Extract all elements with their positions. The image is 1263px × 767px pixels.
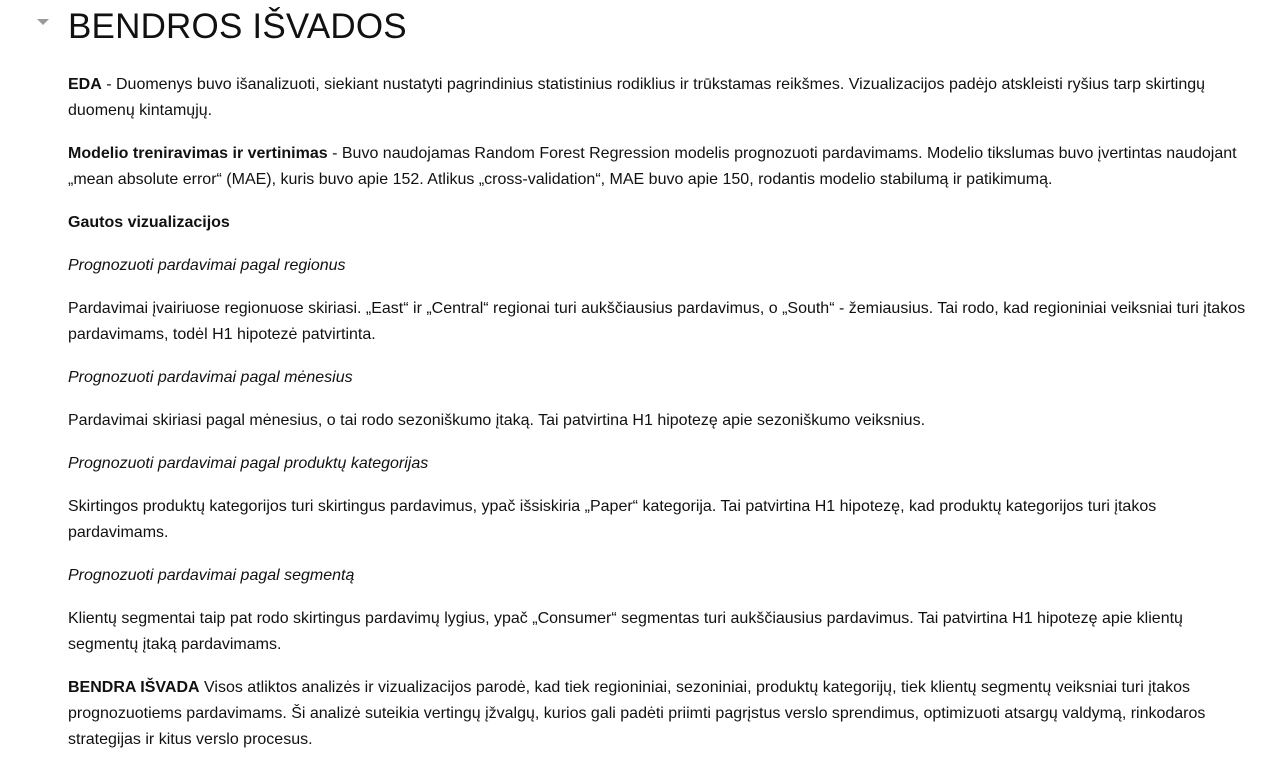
conclusion-label: BENDRA IŠVADA xyxy=(68,679,200,696)
eda-label: EDA xyxy=(68,76,102,93)
conclusion-paragraph xyxy=(68,675,1248,753)
markdown-cell xyxy=(68,0,1248,767)
section-title-categories xyxy=(68,451,1248,477)
section-text-months: Pardavimai skiriasi pagal mėnesius, o tai rodo sezoniškumo įtaką. Tai patvirtina H1 hipotezę apie sezoniškumo veiksnius. xyxy=(68,412,926,429)
collapse-caret-icon[interactable] xyxy=(37,19,49,25)
section-title-text: Prognozuoti pardavimai pagal segmentą xyxy=(68,567,355,584)
eda-text: - Duomenys buvo išanalizuoti, siekiant nustatyti pagrindinius statistinius rodiklius ir trūkstamas reikšmes. Vizualizacijos padėjo atskleisti ryšius tarp skirtingų duomenų kintamųjų. xyxy=(68,76,1206,119)
section-title-regions xyxy=(68,253,1248,279)
conclusion-text: Visos atliktos analizės ir vizualizacijos parodė, kad tiek regioniniai, sezoniniai, produktų kategorijų, tiek klientų segmentų veiksniai turi įtakos prognozuotiems pardavimams. Ši analizė suteikia vertingų įžvalgų, kurios gali padėti priimti pagrįstus verslo sprendimus, optimizuoti atsargų valdymą, rinkodaros strategijas ir kitus verslo procesus. xyxy=(68,679,1206,748)
cell-content xyxy=(68,72,1248,753)
visualizations-heading-text: Gautos vizualizacijos xyxy=(68,214,230,231)
section-title-months xyxy=(68,365,1248,391)
visualizations-heading xyxy=(68,210,1248,236)
eda-paragraph xyxy=(68,72,1248,124)
model-paragraph xyxy=(68,141,1248,193)
section-title-segment xyxy=(68,563,1248,589)
model-text: - Buvo naudojamas Random Forest Regression modelis prognozuoti pardavimams. Modelio tikslumas buvo įvertintas naudojant „mean absolute error“ (MAE), kuris buvo apie 152. Atlikus „cross-validation“, MAE buvo apie 150, rodantis modelio stabilumą ir patikimumą. xyxy=(68,145,1237,188)
model-label: Modelio treniravimas ir vertinimas xyxy=(68,145,328,162)
section-title-text: Prognozuoti pardavimai pagal regionus xyxy=(68,257,346,274)
section-text-categories: Skirtingos produktų kategorijos turi skirtingus pardavimus, ypač išsiskiria „Paper“ kategorija. Tai patvirtina H1 hipotezę, kad produktų kategorijos turi įtakos pardavimams. xyxy=(68,498,1157,541)
section-heading: BENDROS IŠVADOS xyxy=(68,7,407,46)
section-text-segment: Klientų segmentai taip pat rodo skirtingus pardavimų lygius, ypač „Consumer“ segmentas turi aukščiausius pardavimus. Tai patvirtina H1 hipotezę apie klientų segmentų įtaką pardavimams. xyxy=(68,610,1183,653)
section-text-regions: Pardavimai įvairiuose regionuose skiriasi. „East“ ir „Central“ regionai turi aukščiausius pardavimus, o „South“ - žemiausius. Tai rodo, kad regioniniai veiksniai turi įtakos pardavimams, todėl H1 hipotezė patvirtinta. xyxy=(68,300,1246,343)
section-title-text: Prognozuoti pardavimai pagal mėnesius xyxy=(68,369,353,386)
section-title-text: Prognozuoti pardavimai pagal produktų kategorijas xyxy=(68,455,429,472)
